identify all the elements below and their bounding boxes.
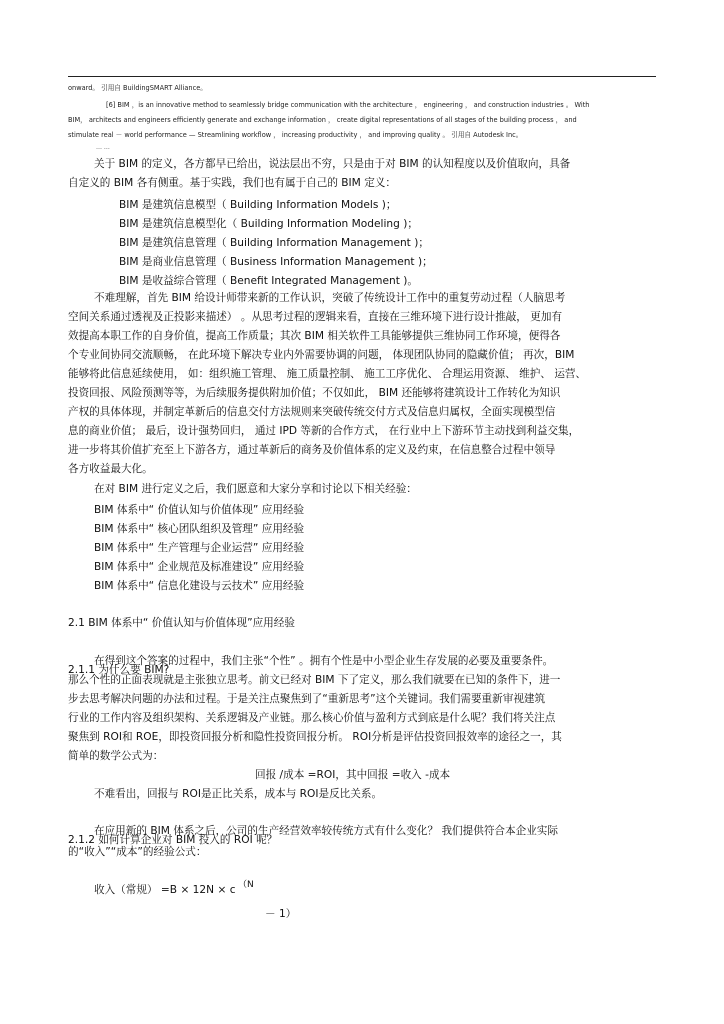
body-line: 产权的具体体现，并制定革新后的信息交付方法规则来突破传统交付方式及信息归属权，全面实现模型信 xyxy=(68,406,556,418)
definition-item: BIM 是商业信息管理（ Business Information Management )； xyxy=(119,256,433,268)
share-intro: 在对 BIM 进行定义之后，我们愿意和大家分享和讨论以下相关经验： xyxy=(94,483,417,495)
body-line: 能够将此信息延续使用， 如：组织施工管理、 施工质量控制、 施工工序优化、 合理运用资源、 维护、 运营、 xyxy=(68,368,587,380)
reference-ellipsis: … … xyxy=(96,144,110,151)
income-formula-continuation: － 1） xyxy=(265,908,297,920)
experience-item: BIM 体系中“ 企业规范及标准建设” 应用经验 xyxy=(94,561,305,573)
section-2-1-line: 简单的数学公式为： xyxy=(68,750,164,762)
reference-line-3: BIM， architects and engineers efficiently generate and exchange information ， create digital representations of all stages of the building process ， and xyxy=(68,116,577,124)
section-2-1-lead: 在得到这个答案的过程中，我们主张“个性” 。拥有个性是中小型企业生存发展的必要及重要条件。 xyxy=(94,655,554,667)
reference-line-1: onward。 引用自 BuildingSMART Alliance。 xyxy=(68,84,207,92)
definition-item: BIM 是收益综合管理（ Benefit Integrated Management )。 xyxy=(119,275,418,287)
intro-line-1: 关于 BIM 的定义，各方都早已给出，说法层出不穷，只是由于对 BIM 的认知程度以及价值取向，具备 xyxy=(94,158,571,170)
body-line: 进一步将其价值扩充至上下游各方，通过革新后的商务及价值体系的定义及约束，在信息整合过程中领导 xyxy=(68,444,556,456)
body-line: 空间关系通过透视及正投影来描述） 。从思考过程的逻辑来看，直接在三维环境下进行设计推敲， 更加有 xyxy=(68,311,563,323)
roi-relation: 不难看出，回报与 ROI是正比关系，成本与 ROI是反比关系。 xyxy=(94,788,383,800)
body-line: 个专业间协同交流顺畅， 在此环境下解决专业内外需要协调的问题， 体现团队协同的隐藏价值； 再次，BIM xyxy=(68,349,575,361)
definition-item: BIM 是建筑信息管理（ Building Information Management )； xyxy=(119,237,429,249)
body-line: 不难理解，首先 BIM 给设计师带来新的工作认识，突破了传统设计工作中的重复劳动过程（人脑思考 xyxy=(94,292,566,304)
header-rule xyxy=(68,76,656,77)
income-formula: 收入（常规） =B × 12N × c xyxy=(94,884,236,896)
section-2-1-2-lead: 在应用新的 BIM 体系之后，公司的生产经营效率较传统方式有什么变化？ 我们提供符合本企业实际 xyxy=(94,825,558,837)
section-2-1-line: 那么个性的正面表现就是主张独立思考。前文已经对 BIM 下了定义，那么我们就要在已知的条件下，进一 xyxy=(68,674,561,686)
income-formula-exponent: （N xyxy=(238,880,254,890)
body-line: 息的商业价值； 最后，设计强势回归， 通过 IPD 等新的合作方式， 在行业中上下游环节主动找到利益交集， xyxy=(68,425,580,437)
experience-item: BIM 体系中“ 价值认知与价值体现” 应用经验 xyxy=(94,504,305,516)
intro-line-2: 自定义的 BIM 各有侧重。基于实践，我们也有属于自己的 BIM 定义： xyxy=(68,177,396,189)
experience-item: BIM 体系中“ 生产管理与企业运营” 应用经验 xyxy=(94,542,305,554)
roi-formula: 回报 /成本 =ROI，其中回报 =收入 -成本 xyxy=(255,769,451,781)
definition-item: BIM 是建筑信息模型化（ Building Information Modeling )； xyxy=(119,218,418,230)
definition-item: BIM 是建筑信息模型（ Building Information Models )； xyxy=(119,199,397,211)
subsection-2-1-1-heading: 2.1.1 为什么要 BIM? xyxy=(68,664,170,676)
section-2-1-line: 步去思考解决问题的办法和过程。于是关注点聚焦到了“重新思考”这个关键词。我们需要重新审视建筑 xyxy=(68,693,546,705)
section-2-1-line: 聚焦到 ROI和 ROE，即投资回报分析和隐性投资回报分析。 ROI分析是评估投资回报效率的途径之一，其 xyxy=(68,731,562,743)
experience-item: BIM 体系中“ 核心团队组织及管理” 应用经验 xyxy=(94,523,305,535)
experience-item: BIM 体系中“ 信息化建设与云技术” 应用经验 xyxy=(94,580,305,592)
section-2-1-line: 行业的工作内容及组织架构、关系逻辑及产业链。那么核心价值与盈利方式到底是什么呢？我们将关注点 xyxy=(68,712,556,724)
section-2-1-heading: 2.1 BIM 体系中“ 价值认知与价值体现”应用经验 xyxy=(68,617,295,629)
body-line: 各方收益最大化。 xyxy=(68,463,153,475)
body-line: 效提高本职工作的自身价值，提高工作质量；其次 BIM 相关软件工具能够提供三维协同工作环境，便得各 xyxy=(68,330,561,342)
body-line: 投资回报、风险预测等等，为后续服务提供附加价值；不仅如此， BIM 还能够将建筑设计工作转化为知识 xyxy=(68,387,561,399)
subsection-2-1-2-heading: 2.1.2 如何计算企业对 BIM 投入的 ROI 呢？ xyxy=(68,834,278,846)
section-2-1-2-continuation: 的“收入”“成本”的经验公式： xyxy=(68,846,207,858)
reference-line-4: stimulate real － world performance — Streamlining workflow ， increasing productivity ， and improving quality 。 引用自 Autodesk Inc。 xyxy=(68,131,523,139)
reference-line-2: [6] BIM ，is an innovative method to seamlessly bridge communication with the architecture ， engineering ， and construction industries 。 With xyxy=(106,101,590,109)
